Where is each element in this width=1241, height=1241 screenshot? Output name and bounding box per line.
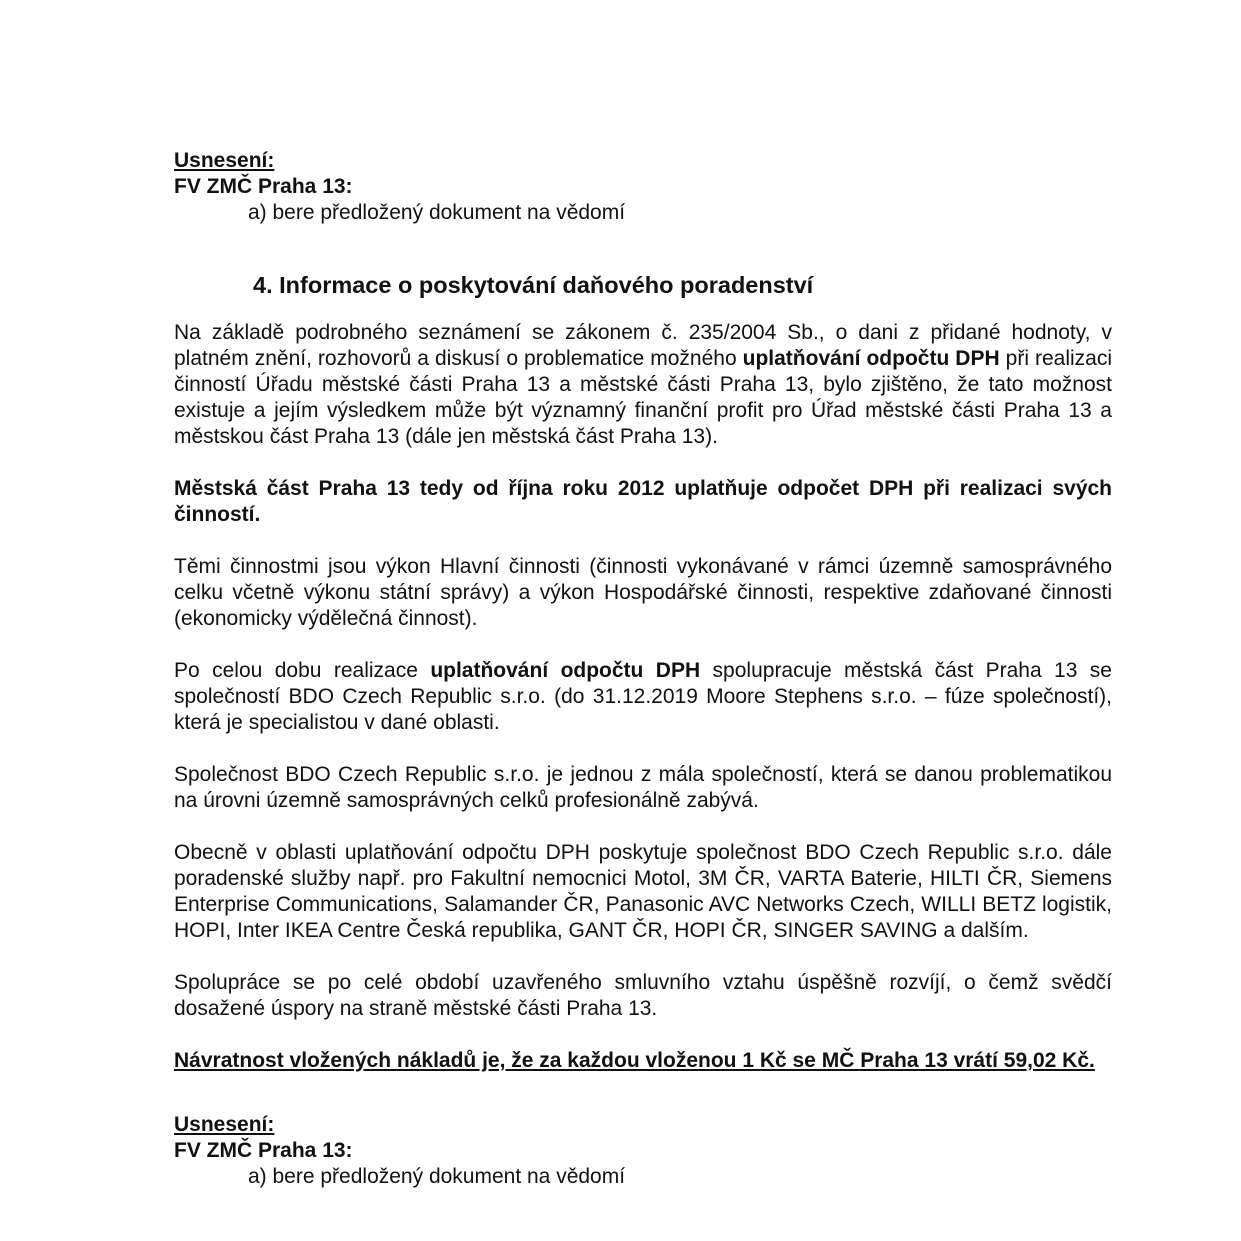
paragraph-bdo-specialist: Společnost BDO Czech Republic s.r.o. je jednou z mála společností, která se danou problematikou na úrovni územně samosprávných celků profesionálně zabývá. — [174, 763, 1112, 812]
committee-name: FV ZMČ Praha 13: — [174, 1139, 353, 1162]
paragraph-text: Na základě podrobného seznámení se zákonem č. 235/2004 Sb., o dani z přidané hodnoty, v platném znění, rozhovorů a diskusí o problematice možného — [174, 321, 1112, 370]
paragraph-activities: Těmi činnostmi jsou výkon Hlavní činnosti (činnosti vykonávané v rámci územně samosprávného celku včetně výkonu státní správy) a výkon Hospodářské činnosti, respektive zdaňované činnosti (ekonomicky výdělečná činnost). — [174, 555, 1112, 630]
paragraph-text: při realizaci činností Úřadu městské části Praha 13 a městské části Praha 13, bylo zjištěno, že tato možnost existuje a jejím výsledkem může být významný finanční profit pro Úřad městské části Praha 13 a městskou část Praha 13 (dále jen městská část Praha 13). — [174, 347, 1113, 448]
resolution-block-1 — [174, 148, 1112, 226]
paragraph-vat-since-2012: Městská část Praha 13 tedy od října roku 2012 uplatňuje odpočet DPH při realizaci svých činností. — [174, 477, 1112, 526]
emphasis-vat-deduction: uplatňování odpočtu DPH — [742, 347, 1000, 370]
paragraph-bdo-clients: Obecně v oblasti uplatňování odpočtu DPH poskytuje společnost BDO Czech Republic s.r.o. dále poradenské služby např. pro Fakultní nemocnici Motol, 3M ČR, VARTA Baterie, HILTI ČR, Siemens Enterprise Communications, Salamander ČR, Panasonic AVC Networks Czech, WILLI BETZ logistik, HOPI, Inter IKEA Centre Česká republika, GANT ČR, HOPI ČR, SINGER SAVING a dalším. — [174, 841, 1112, 942]
paragraph-cooperation — [174, 658, 1112, 736]
paragraph-savings: Spolupráce se po celé období uzavřeného smluvního vztahu úspěšně rozvíjí, o čemž svědčí dosažené úspory na straně městské části Praha 13. — [174, 971, 1112, 1020]
section-title: 4. Informace o poskytování daňového poradenství — [253, 272, 814, 298]
resolution-block-2 — [174, 1112, 1112, 1190]
paragraph-vat-intro — [174, 320, 1112, 450]
resolution-label: Usnesení: — [174, 1113, 275, 1136]
committee-name: FV ZMČ Praha 13: — [174, 175, 353, 198]
emphasis-vat-deduction: uplatňování odpočtu DPH — [430, 659, 701, 682]
paragraph-text: spolupracuje městská část Praha 13 se společností BDO Czech Republic s.r.o. (do 31.12.2019 Moore Stephens s.r.o. – fúze společností), která je specialistou v dané oblasti. — [174, 659, 1112, 734]
resolution-item: a) bere předložený dokument na vědomí — [248, 201, 626, 224]
paragraph-text: Po celou dobu realizace — [174, 659, 431, 682]
resolution-item: a) bere předložený dokument na vědomí — [248, 1165, 626, 1188]
resolution-label: Usnesení: — [174, 149, 275, 172]
document-content — [174, 148, 1112, 1190]
paragraph-return-on-cost: Návratnost vložených nákladů je, že za každou vloženou 1 Kč se MČ Praha 13 vrátí 59,02 Kč. — [174, 1049, 1095, 1072]
